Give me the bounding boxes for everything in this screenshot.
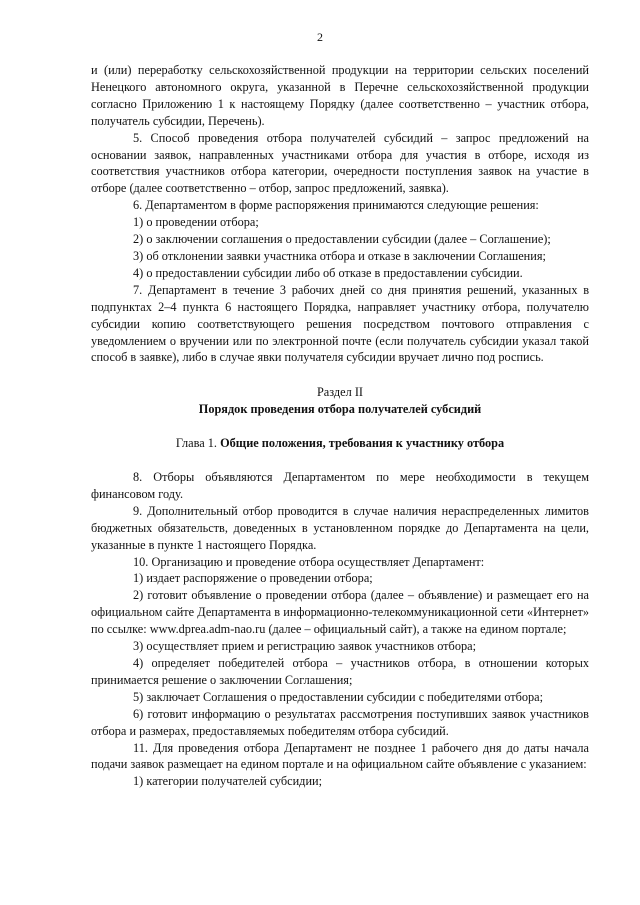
page-number: 2 [317, 30, 323, 44]
list-item: 1) категории получателей субсидии; [133, 774, 323, 789]
list-item: 4) о предоставлении субсидии либо об отказе в предоставлении субсидии. [133, 265, 523, 280]
list-item: 6) готовит информацию о результатах рассмотрения поступивших заявок участников отбора и размерах, предоставляемых победителям отбора субсидий. [91, 706, 589, 738]
list-item: 4) определяет победителей отбора – участников отбора, в отношении которых принимается решение о заключении Соглашения; [91, 656, 589, 687]
paragraph-11: 11. Для проведения отбора Департамент не позднее 1 рабочего дня до даты начала подачи заявок размещает на едином портале и на официальном сайте объявление с указанием: [91, 740, 589, 772]
list-item: 3) об отклонении заявки участника отбора и отказе в заключении Соглашения; [133, 248, 546, 263]
paragraph-6: 6. Департаментом в форме распоряжения принимаются следующие решения: [133, 198, 539, 213]
paragraph-10: 10. Организацию и проведение отбора осуществляет Департамент: [133, 554, 485, 569]
document-body [91, 62, 589, 790]
paragraph-8: 8. Отборы объявляются Департаментом по мере необходимости в текущем финансовом году. [91, 470, 589, 501]
paragraph-5: 5. Способ проведения отбора получателей субсидий – запрос предложений на основании заявок, направленных участниками отбора для участия в отборе, исходя из соответствия участников отбора категории, очередности поступления заявок на участие в отборе (далее соответственно – отбор, запрос предложений, заявка). [91, 130, 589, 196]
list-item: 5) заключает Соглашения о предоставлении субсидии с победителями отбора; [133, 689, 544, 704]
section-title-text: Порядок проведения отбора получателей субсидий [198, 402, 482, 417]
section-label: Раздел II [316, 385, 364, 400]
list-item: 2) о заключении соглашения о предоставлении субсидии (далее – Соглашение); [133, 232, 551, 247]
paragraph-7: 7. Департамент в течение 3 рабочих дней со дня принятия решений, указанных в подпунктах 2–4 пункта 6 настоящего Порядка, направляет участнику отбора, получателю субсидии копию соответствующего решения посредством почтового отправления с уведомлением о вручении или по электронной почте (если получатель субсидии указал такой способ в заявке), либо в случае явки получателя субсидии вручает лично под роспись. [91, 282, 589, 365]
list-item: 1) о проведении отбора; [133, 215, 259, 230]
paragraph: и (или) переработку сельскохозяйственной продукции на территории сельских поселений Ненецкого автономного округа, указанной в Перечне сельскохозяйственной продукции согласно Приложению 1 к настоящему Порядку (далее соответственно – участник отбора, получатель субсидии, Перечень). [91, 63, 589, 128]
chapter-heading [91, 435, 589, 452]
chapter-prefix: Глава 1. [175, 436, 221, 451]
list-item: 3) осуществляет прием и регистрацию заявок участников отбора; [133, 639, 476, 654]
chapter-title: Общие положения, требования к участнику отбора [220, 436, 505, 451]
paragraph-9: 9. Дополнительный отбор проводится в случае наличия нераспределенных лимитов бюджетных обязательств, доведенных в установленном порядке до Департамента на цели, указанные в пункте 1 настоящего Порядка. [91, 503, 589, 552]
section-title [91, 401, 589, 418]
list-item: 1) издает распоряжение о проведении отбора; [133, 571, 373, 586]
list-item: 2) готовит объявление о проведении отбора (далее – объявление) и размещает его на официальном сайте Департамента в информационно-телекоммуникационной сети «Интернет» по ссылке: www.dprea.adm-nao.ru (далее – официальный сайт), а также на едином портале; [91, 588, 589, 637]
